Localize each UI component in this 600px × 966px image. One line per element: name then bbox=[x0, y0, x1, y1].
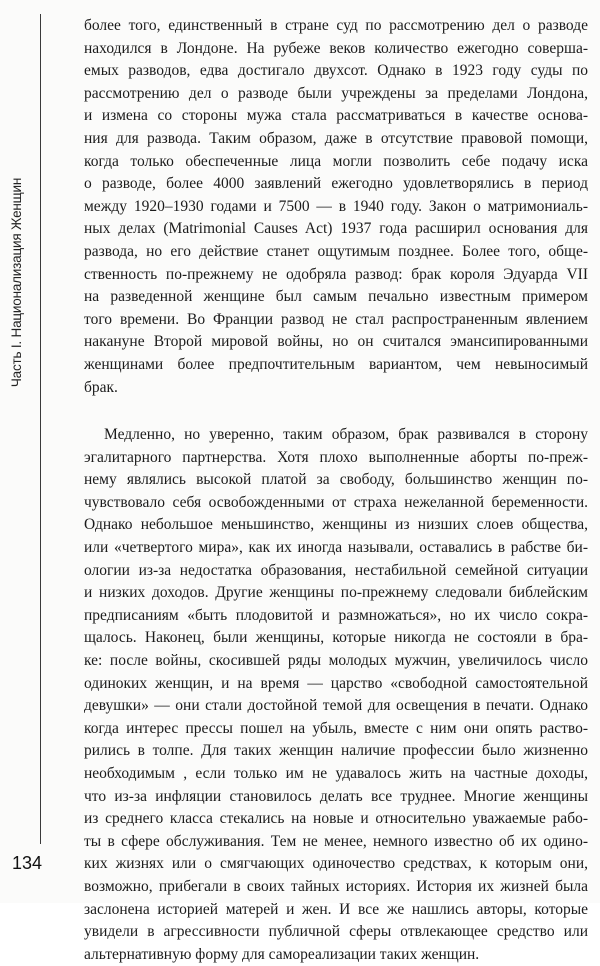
text-line: ственность по-прежнему не одобряла развод: брак короля Эдуарда VII bbox=[84, 265, 588, 283]
text-line: предписаниям «быть плодовитой и размножаться», но их число сокра- bbox=[84, 606, 588, 624]
paragraph-2 bbox=[84, 424, 588, 966]
page-number: 134 bbox=[12, 853, 43, 873]
text-line: на разведенной женщине был самым печально известным примером bbox=[84, 288, 588, 306]
text-line: возможно, прибегали в своих тайных историях. История их жизней была bbox=[84, 877, 588, 895]
text-line: того времени. Во Франции развод не стал распространенным явлением bbox=[84, 310, 588, 328]
text-line: накануне Второй мировой войны, но он считался эмансипированными bbox=[84, 333, 588, 351]
text-line: находился в Лондоне. На рубеже веков количество ежегодно соверша- bbox=[84, 39, 588, 57]
text-line: о разводе, более 4000 заявлений ежегодно удовлетворялись в период bbox=[84, 175, 588, 193]
text-line: необходимым , если только им не удавалось жить на частные доходы, bbox=[84, 765, 588, 782]
text-line: и низких доходов. Другие женщины по-прежнему следовали библейским bbox=[84, 584, 588, 602]
text-line: эгалитарного партнерства. Хотя плохо выполненные аборты по-преж- bbox=[84, 448, 588, 466]
text-line: когда интерес прессы пошел на убыль, вместе с ним они опять раство- bbox=[84, 719, 588, 737]
text-line: заслонена историей матерей и жен. И все же нашлись авторы, которые bbox=[84, 900, 588, 918]
text-line: ных делах (Matrimonial Causes Act) 1937 года расширил основания для bbox=[84, 220, 588, 238]
text-line: увидели в агрессивности публичной сферы отвлекающее средство или bbox=[84, 923, 588, 941]
text-line: ния для развода. Таким образом, даже в отсутствие правовой помощи, bbox=[84, 129, 588, 147]
running-head bbox=[6, 22, 28, 542]
text-line: одиноких женщин, и на время — царство «свободной самостоятельной bbox=[84, 674, 588, 692]
text-line: ких жизнях или о смягчающих одиночество средствах, к которым они, bbox=[84, 855, 588, 873]
text-line: женщинами более предпочтительным вариантом, чем невыносимый bbox=[84, 355, 588, 373]
text-line: рились в толпе. Для таких женщин наличие профессии было жизненно bbox=[84, 742, 588, 760]
text-line: более того, единственный в стране суд по рассмотрению дел о разводе bbox=[84, 17, 588, 34]
text-line: нему являлись высокой платой за свободу, большинство женщин по- bbox=[84, 471, 588, 489]
text-line: Медленно, но уверенно, таким образом, брак развивался в сторону bbox=[104, 426, 588, 444]
text-line: брак. bbox=[84, 378, 118, 396]
text-line: ологии из-за недостатка образования, нестабильной семейной ситуации bbox=[84, 561, 588, 579]
running-head-text: Часть I. Национализация Женщин bbox=[9, 177, 25, 387]
text-line: альтернативную форму для самореализации таких женщин. bbox=[84, 945, 480, 963]
text-line: и измена со стороны мужа стала рассматриваться в качестве основа- bbox=[84, 107, 588, 125]
body-text bbox=[84, 15, 588, 966]
text-line: когда только обеспеченные лица могли позволить себе подачу иска bbox=[84, 152, 588, 170]
text-line: емых разводов, едва достигало двухсот. Однако в 1923 году суды по bbox=[84, 62, 588, 80]
text-line: что из-за инфляции становилось делать все труднее. Многие женщины bbox=[84, 787, 588, 805]
text-line: чувствовало себя освобожденными от страха нежеланной беременности. bbox=[84, 493, 588, 511]
text-line: или «четвертого мира», как их иногда называли, оставались в рабстве би- bbox=[84, 539, 588, 557]
text-line: Однако небольшое меньшинство, женщины из низших слоев общества, bbox=[84, 516, 588, 534]
text-line: щалось. Наконец, были женщины, которые никогда не состояли в бра- bbox=[84, 629, 588, 647]
text-line: девушки» — они стали достойной темой для освещения в печати. Однако bbox=[84, 697, 588, 715]
text-line: ке: после войны, скосившей ряды молодых мужчин, увеличилось число bbox=[84, 652, 588, 670]
text-line: развода, но его действие станет ощутимым позднее. Более того, обще- bbox=[84, 242, 588, 260]
paragraph-spacer bbox=[84, 399, 588, 424]
text-line: ты в сфере обслуживания. Тем не менее, немного известно об их одино- bbox=[84, 832, 588, 850]
paragraph-1 bbox=[84, 15, 588, 399]
text-line: между 1920–1930 годами и 7500 — в 1940 году. Закон о матримониаль- bbox=[84, 197, 588, 215]
text-line: из среднего класса стекались на новые и относительно уважаемые рабо- bbox=[84, 810, 588, 828]
text-line: рассмотрению дел о разводе были учреждены за пределами Лондона, bbox=[84, 84, 588, 102]
running-head-rule bbox=[40, 14, 41, 844]
